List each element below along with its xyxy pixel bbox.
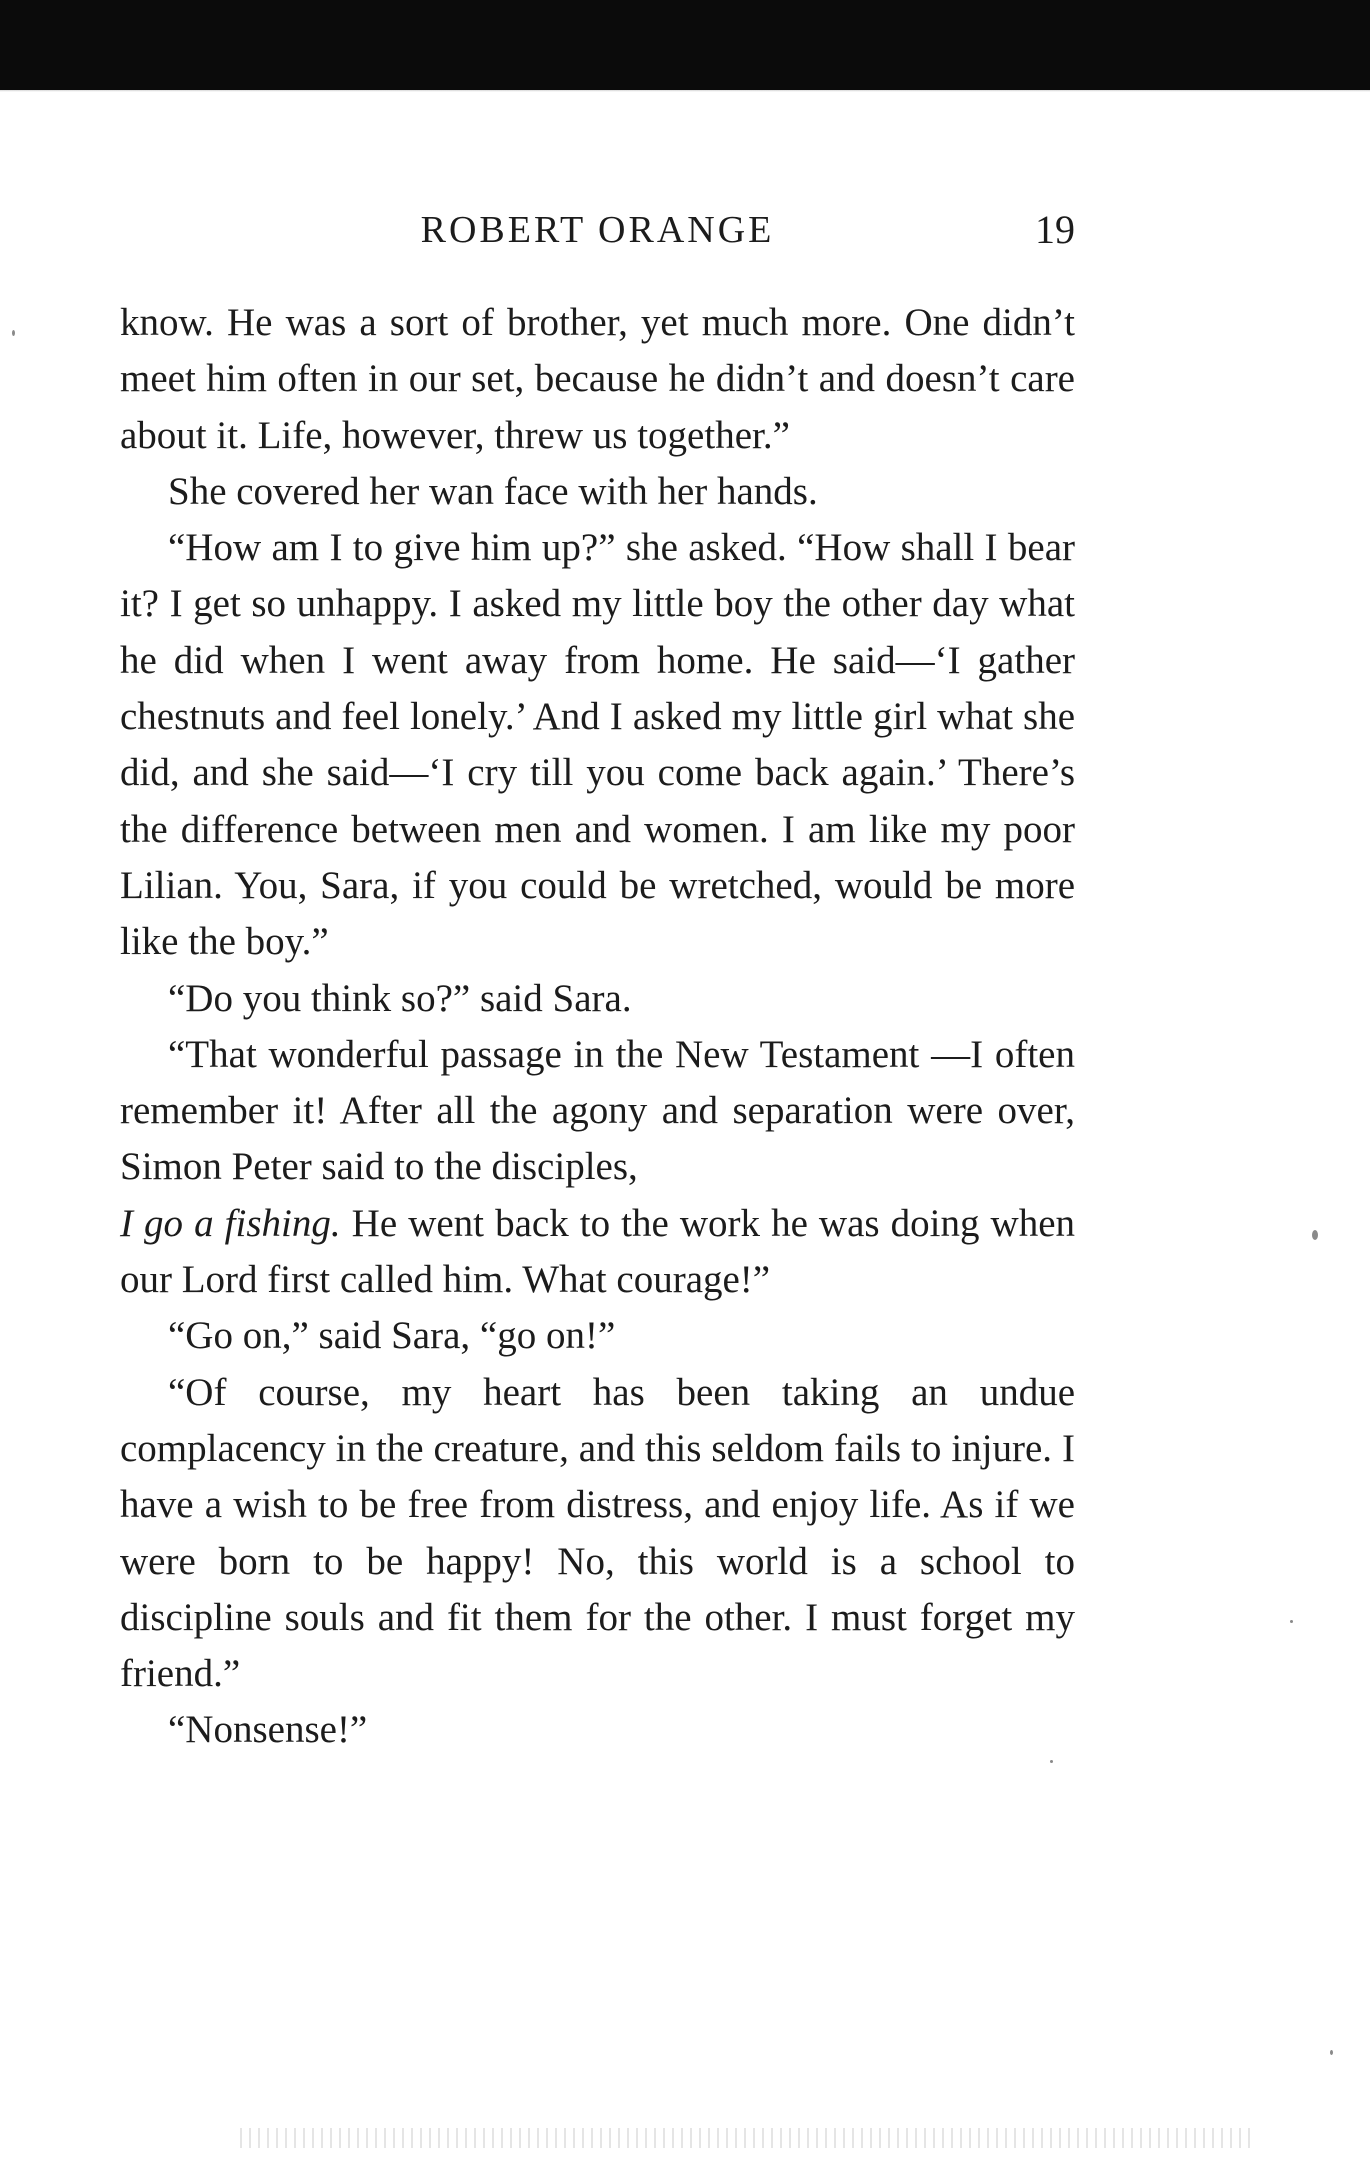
scan-speckle [1330, 2050, 1333, 2055]
paragraph-7: “Go on,” said Sara, “go on!” [168, 1314, 616, 1358]
running-head: ROBERT ORANGE [420, 209, 775, 251]
scan-speckle [1050, 1760, 1053, 1763]
paragraph-3: “How am I to give him up?” she asked. “How shall I bear it? I get so unhappy. I asked my little boy the other day what he did when I went away from home. He said—‘I gather chestnuts and feel lonely.’ And I asked my little girl what she did, and she said—‘I cry till you come back again.’ There’s the difference between men and women. I am like my poor Lilian. You, Sara, if you could be wretched, would be more like the boy.” [120, 526, 1075, 964]
scan-dark-band [0, 0, 1370, 90]
body-text [120, 295, 1075, 1759]
paragraph-6-rest: He went back to the work he was doing when our Lord first called him. What courage!” [120, 1201, 1076, 1302]
page-header [120, 200, 1075, 260]
paragraph-4: “Do you think so?” said Sara. [168, 976, 632, 1020]
page-number: 19 [1035, 207, 1075, 252]
scan-noise-strip [240, 2128, 1250, 2148]
scan-band-edge [0, 80, 1370, 92]
scan-speckle [1312, 1230, 1318, 1240]
scan-speckle [12, 330, 15, 336]
paragraph-6 [120, 1196, 1075, 1309]
paragraph-9: “Nonsense!” [168, 1708, 368, 1752]
paragraph-8: “Of course, my heart has been taking an undue complacency in the creature, and this seldom fails to injure. I have a wish to be free from distress, and enjoy life. As if we were born to be happy! No, this world is a school to discipline souls and fit them for the other. I must forget my friend.” [120, 1370, 1075, 1696]
scan-speckle [1290, 1620, 1293, 1623]
italic-phrase: I go a fishing. [120, 1201, 341, 1245]
paragraph-5: “That wonderful passage in the New Testament —I often remember it! After all the agony and separation were over, Simon Peter said to the disciples, [120, 1032, 1075, 1189]
paragraph-2: She covered her wan face with her hands. [168, 469, 818, 513]
paragraph-1: know. He was a sort of brother, yet much more. One didn’t meet him often in our set, because he didn’t and doesn’t care about it. Life, however, threw us together.” [120, 301, 1075, 457]
